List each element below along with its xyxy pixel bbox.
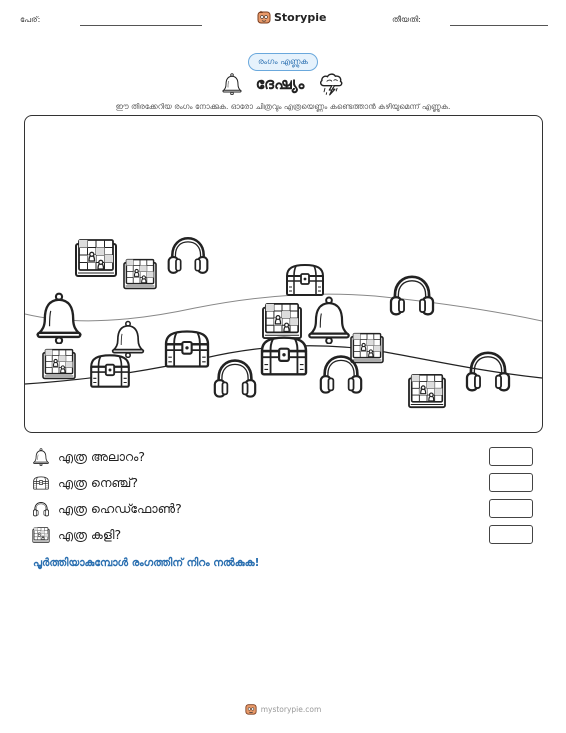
question-row [32, 473, 138, 493]
footer [0, 703, 566, 715]
headphones-icon [391, 277, 433, 315]
alarm-bell-icon [309, 298, 348, 344]
alarm-bell-icon [32, 448, 50, 466]
question-text: എത്ര അലാറം? [58, 449, 146, 464]
treasure-chest-icon [287, 265, 323, 295]
category-badge: രംഗം എണ്ണുക [248, 53, 318, 71]
answer-box[interactable] [489, 473, 533, 492]
footer-url[interactable]: mystorypie.com [260, 704, 322, 714]
scene-illustration [25, 116, 542, 432]
question-row [32, 525, 121, 545]
alarm-bell-icon [113, 321, 144, 357]
question-text: എത്ര നെഞ്ച്? [58, 475, 138, 490]
alarm-bell-icon [222, 73, 242, 95]
board-game-icon [351, 334, 383, 363]
brand-logo [257, 10, 326, 24]
question-text: എത്ര കളി? [58, 527, 122, 542]
board-game-icon [43, 350, 75, 379]
answer-box[interactable] [489, 499, 533, 518]
date-label: തീയതി: [392, 15, 421, 24]
storypie-mascot-icon [245, 703, 257, 715]
question-row [32, 447, 145, 467]
finish-instruction: പൂർത്തിയാകുമ്പോൾ രംഗത്തിന് നിറം നൽകുക! [33, 557, 260, 569]
treasure-chest-icon [32, 474, 50, 492]
board-game-icon [76, 240, 116, 276]
page-title: ദേഷ്യം [255, 74, 305, 93]
answer-box[interactable] [489, 525, 533, 544]
question-row [32, 499, 182, 519]
treasure-chest-icon [166, 332, 208, 367]
headphones-icon [467, 353, 509, 391]
instructions: ഈ തിരക്കേറിയ രംഗം നോക്കുക. ഓരോ ചിത്രവും എത്രയെണ്ണം കണ്ടെത്താൻ കഴിയുമെന്ന് എണ്ണുക. [115, 102, 451, 111]
headphones-icon [32, 500, 50, 518]
storm-cloud-icon [318, 71, 344, 97]
treasure-chest-icon [262, 338, 306, 375]
answer-box[interactable] [489, 447, 533, 466]
alarm-bell-icon [38, 294, 81, 344]
storypie-mascot-icon [257, 10, 271, 24]
brand-name: Storypie [274, 10, 327, 24]
headphones-icon [215, 361, 255, 397]
headphones-icon [169, 238, 208, 273]
board-game-icon [263, 304, 301, 338]
board-game-icon [124, 260, 156, 289]
treasure-chest-icon [91, 355, 129, 386]
board-game-icon [409, 375, 445, 407]
counting-scene [24, 115, 543, 433]
question-text: എത്ര ഹെഡ്ഫോൺ? [58, 501, 182, 516]
date-field-line[interactable] [450, 25, 548, 26]
board-game-icon [32, 526, 50, 544]
name-field-line[interactable] [80, 25, 202, 26]
name-label: പേര്: [20, 15, 41, 24]
